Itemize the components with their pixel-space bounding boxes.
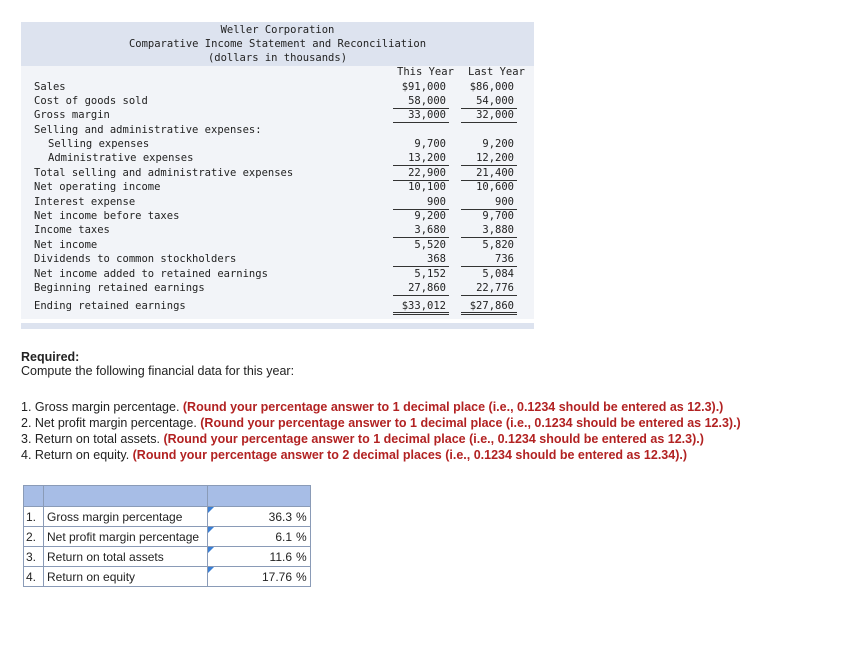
statement-row-cogs	[21, 94, 534, 108]
answer-label: Return on equity	[44, 567, 208, 587]
this-year-value: 33,000	[391, 108, 446, 122]
last-year-value: 9,200	[482, 138, 514, 150]
row-label: Administrative expenses	[48, 152, 194, 164]
task-list	[21, 399, 741, 463]
statement-row-ending-retained	[21, 299, 534, 313]
statement-row-admin	[21, 151, 534, 165]
last-year-value: 22,776	[459, 281, 514, 295]
statement-row-selling	[21, 137, 534, 151]
task-instruction: (Round your percentage answer to 2 decimal places (i.e., 0.1234 should be entered as 12.34).)	[132, 448, 687, 462]
row-label: Net operating income	[34, 181, 161, 193]
last-year-value: $27,860	[459, 299, 514, 313]
statement-row-income-taxes	[21, 223, 534, 237]
last-year-value: 54,000	[459, 94, 514, 108]
answer-grid	[23, 485, 311, 587]
statement-title: Comparative Income Statement and Reconciliation	[128, 38, 427, 50]
statement-row-total-sga	[21, 166, 534, 180]
last-year-value: 10,600	[476, 181, 514, 193]
last-year-value: 3,880	[459, 223, 514, 237]
statement-row-beginning-retained	[21, 281, 534, 295]
answer-grid-header	[24, 486, 311, 507]
income-statement	[21, 22, 534, 319]
row-label: Gross margin	[34, 109, 110, 121]
statement-row-sga-heading	[21, 123, 534, 137]
task-text: 4. Return on equity.	[21, 448, 133, 462]
row-label: Dividends to common stockholders	[34, 253, 237, 265]
this-year-value: 10,100	[408, 181, 446, 193]
answer-number: 4.	[24, 567, 44, 587]
task-instruction: (Round your percentage answer to 1 decimal place (i.e., 0.1234 should be entered as 12.3).)	[200, 416, 741, 430]
statement-row-net-income	[21, 238, 534, 252]
answer-input-gross-margin[interactable]	[208, 507, 295, 527]
last-year-value: 12,200	[459, 151, 514, 165]
answer-value: 17.76	[261, 569, 292, 584]
last-year-value: 736	[459, 252, 514, 266]
row-label: Beginning retained earnings	[34, 282, 205, 294]
input-marker-icon	[208, 507, 214, 513]
row-label: Net income before taxes	[34, 210, 180, 222]
this-year-value: 368	[391, 252, 446, 266]
task-item	[21, 399, 741, 415]
this-year-value: $33,012	[391, 299, 446, 313]
last-year-value: $86,000	[469, 81, 514, 93]
header-cell	[24, 486, 44, 507]
percent-unit: %	[294, 567, 310, 587]
this-year-value: 9,700	[414, 138, 446, 150]
answer-row-net-profit-margin	[24, 527, 311, 547]
header-cell	[44, 486, 208, 507]
row-label: Sales	[34, 81, 66, 93]
this-year-value: 5,520	[414, 239, 446, 251]
statement-row-net-income-before-taxes	[21, 209, 534, 223]
row-label: Cost of goods sold	[34, 95, 148, 107]
input-marker-icon	[208, 527, 214, 533]
this-year-value: 58,000	[391, 94, 446, 108]
company-name: Weller Corporation	[220, 24, 335, 36]
col-header-this-year: This Year	[397, 66, 454, 78]
last-year-value: 5,084	[482, 268, 514, 280]
answer-number: 3.	[24, 547, 44, 567]
task-item	[21, 447, 741, 463]
last-year-value: 9,700	[482, 210, 514, 222]
statement-header	[21, 22, 534, 66]
statement-row-added-retained	[21, 267, 534, 281]
this-year-value: 9,200	[414, 210, 446, 222]
required-intro: Compute the following financial data for this year:	[21, 364, 295, 378]
answer-input-return-on-assets[interactable]	[208, 547, 295, 567]
this-year-value: 3,680	[391, 223, 446, 237]
answer-input-net-profit-margin[interactable]	[208, 527, 295, 547]
statement-row-sales	[21, 80, 534, 94]
answer-label: Net profit margin percentage	[44, 527, 208, 547]
row-label: Net income added to retained earnings	[34, 268, 268, 280]
this-year-value: 5,152	[414, 268, 446, 280]
row-label: Selling expenses	[48, 138, 150, 150]
statement-row-interest	[21, 195, 534, 209]
answer-row-gross-margin	[24, 507, 311, 527]
last-year-value: 32,000	[459, 108, 514, 122]
row-label: Total selling and administrative expenses	[34, 167, 294, 179]
percent-unit: %	[294, 507, 310, 527]
task-text: 2. Net profit margin percentage.	[21, 416, 201, 430]
row-label: Interest expense	[34, 196, 136, 208]
answer-label: Return on total assets	[44, 547, 208, 567]
required-section	[21, 350, 294, 378]
task-text: 1. Gross margin percentage.	[21, 400, 183, 414]
row-label: Net income	[34, 239, 98, 251]
answer-value: 6.1	[275, 529, 292, 544]
this-year-value: 13,200	[391, 151, 446, 165]
last-year-value: 900	[459, 195, 514, 209]
statement-body	[21, 66, 534, 319]
input-marker-icon	[208, 547, 214, 553]
answer-number: 2.	[24, 527, 44, 547]
header-cell	[208, 486, 311, 507]
answer-label: Gross margin percentage	[44, 507, 208, 527]
row-label: Selling and administrative expenses:	[34, 124, 262, 136]
answer-row-return-on-equity	[24, 567, 311, 587]
percent-unit: %	[294, 547, 310, 567]
answer-number: 1.	[24, 507, 44, 527]
answer-value: 11.6	[269, 549, 292, 564]
task-item	[21, 431, 741, 447]
statement-units: (dollars in thousands)	[207, 52, 348, 64]
statement-row-dividends	[21, 252, 534, 266]
this-year-value: 22,900	[391, 166, 446, 180]
task-instruction: (Round your percentage answer to 1 decimal place (i.e., 0.1234 should be entered as 12.3).)	[182, 400, 724, 414]
task-text: 3. Return on total assets.	[21, 432, 164, 446]
required-title: Required:	[21, 350, 80, 364]
answer-value: 36.3	[268, 509, 292, 524]
this-year-value: $91,000	[401, 81, 446, 93]
row-label: Income taxes	[34, 224, 110, 236]
statement-footer-bar	[21, 323, 534, 329]
percent-unit: %	[294, 527, 310, 547]
answer-input-return-on-equity[interactable]	[208, 567, 295, 587]
col-header-last-year: Last Year	[468, 66, 525, 78]
this-year-value: 27,860	[391, 281, 446, 295]
task-instruction: (Round your percentage answer to 1 decimal place (i.e., 0.1234 should be entered as 12.3).)	[163, 432, 704, 446]
this-year-value: 900	[391, 195, 446, 209]
statement-row-net-operating-income	[21, 180, 534, 194]
last-year-value: 5,820	[482, 239, 514, 251]
answer-row-return-on-assets	[24, 547, 311, 567]
task-item	[21, 415, 741, 431]
statement-row-gross-margin	[21, 108, 534, 122]
input-marker-icon	[208, 567, 214, 573]
row-label: Ending retained earnings	[34, 300, 186, 312]
last-year-value: 21,400	[459, 166, 514, 180]
